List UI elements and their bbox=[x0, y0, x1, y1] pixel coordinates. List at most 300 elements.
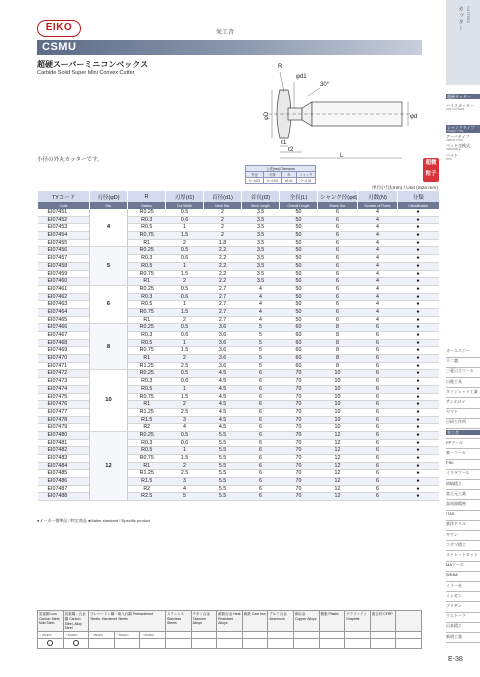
product-title-jp: 超硬スーパーミニコンベックス bbox=[37, 60, 149, 69]
drawing-label-d1: φd1 bbox=[296, 74, 307, 80]
neck-dia-cell: 2.7 bbox=[204, 285, 242, 293]
neck-length-cell: 6 bbox=[242, 424, 280, 432]
sidebar-maker-item[interactable]: ITAS bbox=[446, 511, 455, 517]
class-cell: ● bbox=[398, 416, 439, 424]
overall-length-cell: 70 bbox=[280, 424, 318, 432]
neck-length-cell: 3.5 bbox=[242, 224, 280, 232]
flutes-cell: 4 bbox=[358, 255, 398, 263]
radius-cell: R1.25 bbox=[128, 362, 166, 370]
neck-dia-cell: 3.6 bbox=[204, 332, 242, 340]
flutes-cell: 6 bbox=[358, 431, 398, 439]
col-subheader: Shank Dia. bbox=[318, 202, 358, 209]
shank-dia-cell: 10 bbox=[318, 378, 358, 386]
cut-width-cell: 3 bbox=[166, 416, 204, 424]
flutes-cell: 4 bbox=[358, 316, 398, 324]
neck-length-cell: 6 bbox=[242, 478, 280, 486]
code-cell: EI07483 bbox=[38, 455, 90, 463]
shank-dia-cell: 12 bbox=[318, 431, 358, 439]
class-cell: ● bbox=[398, 455, 439, 463]
code-cell: EI07486 bbox=[38, 478, 90, 486]
dia-group-cell: 4 bbox=[90, 209, 128, 247]
radius-cell: R0.5 bbox=[128, 224, 166, 232]
suitability-cell bbox=[38, 639, 64, 649]
sidebar-maker-item[interactable]: ストレートカット bbox=[446, 552, 478, 557]
col-subheader: Radius bbox=[128, 202, 166, 209]
flutes-cell: 4 bbox=[358, 262, 398, 270]
overall-length-cell: 70 bbox=[280, 416, 318, 424]
neck-dia-cell: 5.5 bbox=[204, 455, 242, 463]
cut-width-cell: 2 bbox=[166, 462, 204, 470]
code-cell: EI07481 bbox=[38, 439, 90, 447]
col-header-cut-width: 刃厚(ℓ1) bbox=[166, 191, 204, 202]
overall-length-cell: 70 bbox=[280, 378, 318, 386]
radius-cell: R0.75 bbox=[128, 232, 166, 240]
sidebar-maker-item[interactable]: 三菱日立ツール bbox=[446, 368, 474, 374]
overall-length-cell: 70 bbox=[280, 401, 318, 409]
shank-dia-cell: 6 bbox=[318, 316, 358, 324]
radius-cell: R2 bbox=[128, 485, 166, 493]
flutes-cell: 6 bbox=[358, 478, 398, 486]
cut-width-cell: 1.5 bbox=[166, 347, 204, 355]
material-header: 銅合金 Copper Alloys bbox=[293, 611, 319, 632]
category-tab-en: CUTTERS bbox=[466, 6, 470, 23]
sidebar-category-item[interactable] bbox=[446, 103, 480, 111]
product-description: 小径の外丸カッターです。 bbox=[37, 157, 103, 163]
neck-length-cell: 3.5 bbox=[242, 239, 280, 247]
neck-dia-cell: 4.5 bbox=[204, 393, 242, 401]
flutes-cell: 6 bbox=[358, 332, 398, 340]
class-cell: ● bbox=[398, 393, 439, 401]
flutes-cell: 4 bbox=[358, 308, 398, 316]
sidebar-maker-item[interactable]: 日研工作所 bbox=[446, 419, 466, 425]
suitability-cell bbox=[396, 639, 422, 649]
radius-cell: R1.5 bbox=[128, 478, 166, 486]
category-tab[interactable] bbox=[446, 0, 480, 85]
flutes-cell: 6 bbox=[358, 493, 398, 501]
sidebar-maker-item[interactable]: WEBA bbox=[446, 572, 458, 578]
neck-length-cell: 6 bbox=[242, 431, 280, 439]
sidebar-maker-item[interactable]: ヤマト bbox=[446, 409, 458, 415]
drawing-label-l2: ℓ2 bbox=[288, 147, 294, 153]
sidebar-maker-item[interactable]: 山本精工 bbox=[446, 623, 462, 629]
cut-width-cell: 0.5 bbox=[166, 209, 204, 216]
class-cell: ● bbox=[398, 209, 439, 216]
neck-dia-cell: 2.7 bbox=[204, 301, 242, 309]
overall-length-cell: 60 bbox=[280, 355, 318, 363]
radius-cell: R0.5 bbox=[128, 385, 166, 393]
radius-cell: R0.25 bbox=[128, 285, 166, 293]
code-cell: EI07474 bbox=[38, 385, 90, 393]
flutes-cell: 6 bbox=[358, 393, 398, 401]
cut-width-cell: 1 bbox=[166, 339, 204, 347]
class-cell: ● bbox=[398, 316, 439, 324]
cut-width-cell: 1 bbox=[166, 301, 204, 309]
code-cell: EI07480 bbox=[38, 431, 90, 439]
hardness-cell bbox=[345, 632, 371, 639]
neck-dia-cell: 4.5 bbox=[204, 424, 242, 432]
neck-length-cell: 6 bbox=[242, 408, 280, 416]
col-header-neck-length: 首長(ℓ2) bbox=[242, 191, 280, 202]
table-row bbox=[38, 324, 439, 332]
code-cell: EI07469 bbox=[38, 347, 90, 355]
neck-length-cell: 3.5 bbox=[242, 232, 280, 240]
suitability-cell bbox=[165, 639, 191, 649]
suitability-cell bbox=[242, 639, 268, 649]
hardness-cell bbox=[165, 632, 191, 639]
code-cell: EI07459 bbox=[38, 270, 90, 278]
class-cell: ● bbox=[398, 370, 439, 378]
tolerance-title: 公差(mm)/Tolerance bbox=[246, 166, 316, 172]
ultra-fine-grain-badge: 超微粒子 bbox=[423, 158, 439, 182]
product-code-title: CSMU bbox=[37, 40, 422, 55]
neck-length-cell: 4 bbox=[242, 285, 280, 293]
overall-length-cell: 50 bbox=[280, 278, 318, 286]
cut-width-cell: 0.6 bbox=[166, 255, 204, 263]
flutes-cell: 4 bbox=[358, 216, 398, 224]
cut-width-cell: 0.5 bbox=[166, 324, 204, 332]
overall-length-cell: 50 bbox=[280, 293, 318, 301]
cut-width-cell: 2 bbox=[166, 401, 204, 409]
flutes-cell: 4 bbox=[358, 209, 398, 216]
neck-dia-cell: 5.5 bbox=[204, 470, 242, 478]
sidebar-category-sub: HSS CUTTERS bbox=[446, 108, 465, 111]
spec-table bbox=[37, 191, 439, 501]
overall-length-cell: 60 bbox=[280, 332, 318, 340]
neck-dia-cell: 2.2 bbox=[204, 247, 242, 255]
flutes-cell: 4 bbox=[358, 247, 398, 255]
hardness-cell bbox=[268, 632, 294, 639]
overall-length-cell: 50 bbox=[280, 209, 318, 216]
neck-length-cell: 5 bbox=[242, 332, 280, 340]
neck-dia-cell: 5.5 bbox=[204, 439, 242, 447]
cut-width-cell: 1.5 bbox=[166, 270, 204, 278]
col-header-flutes: 刃数(N) bbox=[358, 191, 398, 202]
shank-dia-cell: 6 bbox=[318, 270, 358, 278]
neck-dia-cell: 3.6 bbox=[204, 339, 242, 347]
flutes-cell: 6 bbox=[358, 370, 398, 378]
class-cell: ● bbox=[398, 332, 439, 340]
flutes-cell: 6 bbox=[358, 324, 398, 332]
flutes-cell: 6 bbox=[358, 416, 398, 424]
radius-cell: R1 bbox=[128, 462, 166, 470]
cut-width-cell: 2.5 bbox=[166, 408, 204, 416]
shank-dia-cell: 6 bbox=[318, 209, 358, 216]
cut-width-cell: 0.5 bbox=[166, 285, 204, 293]
code-cell: EI07471 bbox=[38, 362, 90, 370]
cut-width-cell: 0.6 bbox=[166, 378, 204, 386]
shank-dia-cell: 12 bbox=[318, 439, 358, 447]
dia-group-cell: 5 bbox=[90, 247, 128, 285]
material-header: 炭素鋼・合金鋼 Carbon Steel, Alloy Steel bbox=[63, 611, 89, 632]
flutes-cell: 4 bbox=[358, 239, 398, 247]
cut-width-cell: 0.6 bbox=[166, 293, 204, 301]
sidebar-maker-item[interactable]: FPツール bbox=[446, 439, 464, 445]
shank-dia-cell: 10 bbox=[318, 424, 358, 432]
material-header bbox=[396, 611, 422, 632]
class-cell: ● bbox=[398, 493, 439, 501]
radius-cell: R0.25 bbox=[128, 370, 166, 378]
class-cell: ● bbox=[398, 347, 439, 355]
dia-group-cell: 6 bbox=[90, 285, 128, 323]
neck-dia-cell: 5.5 bbox=[204, 447, 242, 455]
overall-length-cell: 70 bbox=[280, 455, 318, 463]
col-header-class: 分類 bbox=[398, 191, 439, 202]
code-cell: EI07467 bbox=[38, 332, 90, 340]
shank-dia-cell: 10 bbox=[318, 401, 358, 409]
cut-width-cell: 1 bbox=[166, 262, 204, 270]
hardness-cell: 〜55HRC bbox=[114, 632, 140, 639]
code-cell: EI07457 bbox=[38, 255, 90, 263]
col-subheader: Classification bbox=[398, 202, 439, 209]
sidebar-category-item[interactable] bbox=[446, 143, 480, 151]
overall-length-cell: 50 bbox=[280, 316, 318, 324]
neck-dia-cell: 2.7 bbox=[204, 316, 242, 324]
material-header: 樹脂 Plastic bbox=[319, 611, 345, 632]
overall-length-cell: 70 bbox=[280, 431, 318, 439]
sidebar-maker-item[interactable]: 東洋ドリル bbox=[446, 521, 466, 527]
code-cell: EI07468 bbox=[38, 339, 90, 347]
hardness-cell bbox=[293, 632, 319, 639]
sidebar-category-sub: INDEXABLE bbox=[446, 148, 461, 151]
suitability-cell bbox=[140, 639, 166, 649]
overall-length-cell: 70 bbox=[280, 485, 318, 493]
sidebar-maker-item[interactable]: オーエスジー bbox=[446, 348, 470, 353]
sidebar-category-item[interactable] bbox=[446, 94, 480, 99]
sidebar-maker-item[interactable]: ギケン bbox=[446, 531, 458, 537]
radius-cell: R0.3 bbox=[128, 255, 166, 263]
neck-length-cell: 5 bbox=[242, 339, 280, 347]
suitable-circle-icon bbox=[73, 640, 79, 646]
cut-width-cell: 1 bbox=[166, 385, 204, 393]
class-cell: ● bbox=[398, 216, 439, 224]
material-header: プレハードン鋼・焼入れ鋼 Prehardened Steels, Hardened Steels bbox=[89, 611, 166, 632]
sidebar-maker-item[interactable]: FSK bbox=[446, 460, 454, 466]
flutes-cell: 6 bbox=[358, 447, 398, 455]
shank-dia-cell: 12 bbox=[318, 478, 358, 486]
neck-length-cell: 6 bbox=[242, 493, 280, 501]
neck-length-cell: 3.5 bbox=[242, 209, 280, 216]
neck-length-cell: 4 bbox=[242, 293, 280, 301]
shank-dia-cell: 12 bbox=[318, 470, 358, 478]
sidebar-category-sub: BITS bbox=[446, 158, 452, 161]
neck-dia-cell: 4.5 bbox=[204, 416, 242, 424]
cut-width-cell: 0.6 bbox=[166, 439, 204, 447]
neck-length-cell: 5 bbox=[242, 324, 280, 332]
neck-dia-cell: 4.5 bbox=[204, 408, 242, 416]
radius-cell: R0.75 bbox=[128, 393, 166, 401]
shank-dia-cell: 6 bbox=[318, 232, 358, 240]
neck-dia-cell: 3.6 bbox=[204, 324, 242, 332]
overall-length-cell: 70 bbox=[280, 462, 318, 470]
shank-dia-cell: 8 bbox=[318, 355, 358, 363]
class-cell: ● bbox=[398, 470, 439, 478]
cut-width-cell: 3 bbox=[166, 478, 204, 486]
code-cell: EI07456 bbox=[38, 247, 90, 255]
flutes-cell: 6 bbox=[358, 408, 398, 416]
shank-dia-cell: 12 bbox=[318, 493, 358, 501]
tolerance-header: シャンク bbox=[296, 172, 316, 178]
cut-width-cell: 4 bbox=[166, 424, 204, 432]
code-cell: EI07453 bbox=[38, 224, 90, 232]
flutes-cell: 4 bbox=[358, 293, 398, 301]
radius-cell: R0.5 bbox=[128, 447, 166, 455]
tolerance-value: ±0.01 bbox=[281, 178, 296, 184]
flutes-cell: 6 bbox=[358, 378, 398, 386]
page-number: E-38 bbox=[448, 656, 463, 663]
sidebar-maker-item[interactable]: 岡崎精工 bbox=[446, 480, 462, 486]
radius-cell: R1 bbox=[128, 278, 166, 286]
suitability-cell bbox=[319, 639, 345, 649]
shank-dia-cell: 10 bbox=[318, 385, 358, 393]
category-tab-jp: カッター bbox=[457, 6, 463, 32]
class-cell: ● bbox=[398, 308, 439, 316]
tolerance-header: 刃厚 bbox=[263, 172, 281, 178]
suitability-cell bbox=[268, 639, 294, 649]
table-row bbox=[38, 431, 439, 439]
tolerance-header: 外径 bbox=[246, 172, 264, 178]
shank-dia-cell: 6 bbox=[318, 301, 358, 309]
code-cell: EI07454 bbox=[38, 232, 90, 240]
sidebar-maker-item[interactable]: 新明工業 bbox=[446, 633, 462, 639]
sidebar-category-item[interactable] bbox=[446, 125, 480, 133]
code-cell: EI07455 bbox=[38, 239, 90, 247]
neck-length-cell: 6 bbox=[242, 385, 280, 393]
sidebar-maker-item[interactable]: ダイジェット工業 bbox=[446, 388, 478, 394]
class-cell: ● bbox=[398, 224, 439, 232]
radius-cell: R0.3 bbox=[128, 378, 166, 386]
sidebar-maker-item[interactable]: ウエトーク bbox=[446, 613, 466, 619]
col-header-radius: R bbox=[128, 191, 166, 202]
class-cell: ● bbox=[398, 462, 439, 470]
shank-dia-cell: 6 bbox=[318, 216, 358, 224]
neck-dia-cell: 5.5 bbox=[204, 493, 242, 501]
overall-length-cell: 60 bbox=[280, 362, 318, 370]
drawing-label-r: R bbox=[278, 64, 283, 70]
code-cell: EI07452 bbox=[38, 216, 90, 224]
cut-width-cell: 2 bbox=[166, 278, 204, 286]
sidebar-maker-item[interactable]: MAツール bbox=[446, 562, 464, 568]
cut-width-cell: 1 bbox=[166, 447, 204, 455]
radius-cell: R1.25 bbox=[128, 470, 166, 478]
spec-header-row bbox=[38, 191, 439, 202]
tolerance-value: 0~-0.03 bbox=[246, 178, 264, 184]
flutes-cell: 6 bbox=[358, 455, 398, 463]
sidebar-maker-item[interactable]: 東一ツール bbox=[446, 450, 466, 455]
neck-dia-cell: 4.5 bbox=[204, 378, 242, 386]
tolerance-value: 0~-0.01 bbox=[296, 178, 316, 184]
code-cell: EI07472 bbox=[38, 370, 90, 378]
code-cell: EI07479 bbox=[38, 424, 90, 432]
neck-dia-cell: 2.7 bbox=[204, 293, 242, 301]
class-cell: ● bbox=[398, 262, 439, 270]
sidebar-maker-item[interactable]: ミシガン bbox=[446, 592, 462, 598]
neck-dia-cell: 3.6 bbox=[204, 355, 242, 363]
overall-length-cell: 50 bbox=[280, 262, 318, 270]
sidebar-maker-item[interactable]: コダマ精工 bbox=[446, 541, 466, 547]
legend-note: ●メーカー標準品 □特定商品 ●Maker standard □Specific product bbox=[37, 518, 151, 523]
material-hardness-row bbox=[38, 632, 422, 639]
sidebar-maker-item[interactable]: サンホロイ bbox=[446, 399, 466, 404]
neck-length-cell: 5 bbox=[242, 355, 280, 363]
overall-length-cell: 70 bbox=[280, 493, 318, 501]
code-cell: EI07473 bbox=[38, 378, 90, 386]
radius-cell: R0.3 bbox=[128, 293, 166, 301]
sidebar-maker-item[interactable]: 不二越 bbox=[446, 358, 458, 364]
radius-cell: R0.75 bbox=[128, 347, 166, 355]
sidebar-category-label: バイト bbox=[446, 153, 458, 158]
col-subheader: Code bbox=[38, 202, 90, 209]
class-cell: ● bbox=[398, 232, 439, 240]
class-cell: ● bbox=[398, 439, 439, 447]
brand-logo: EIKO bbox=[37, 20, 81, 37]
sidebar-category-item[interactable] bbox=[446, 134, 480, 142]
neck-length-cell: 5 bbox=[242, 362, 280, 370]
sidebar-maker-item[interactable]: 日進工具 bbox=[446, 378, 462, 384]
sidebar-maker-item[interactable]: 富士元工業 bbox=[446, 490, 466, 496]
class-cell: ● bbox=[398, 301, 439, 309]
material-mark-row bbox=[38, 639, 422, 649]
spec-subheader-row bbox=[38, 202, 439, 209]
class-cell: ● bbox=[398, 339, 439, 347]
overall-length-cell: 50 bbox=[280, 224, 318, 232]
sidebar-maker-item[interactable]: ブリヂン bbox=[446, 603, 462, 608]
shank-dia-cell: 6 bbox=[318, 255, 358, 263]
sidebar-maker-item[interactable]: ミラー社 bbox=[446, 582, 462, 588]
neck-length-cell: 6 bbox=[242, 447, 280, 455]
radius-cell: R0.3 bbox=[128, 332, 166, 340]
overall-length-cell: 70 bbox=[280, 447, 318, 455]
neck-dia-cell: 2.2 bbox=[204, 270, 242, 278]
code-cell: EI07470 bbox=[38, 355, 90, 363]
flutes-cell: 4 bbox=[358, 301, 398, 309]
sidebar-category-item[interactable] bbox=[446, 153, 480, 161]
hardness-cell bbox=[396, 632, 422, 639]
neck-dia-cell: 1.8 bbox=[204, 239, 242, 247]
neck-dia-cell: 5.5 bbox=[204, 462, 242, 470]
sidebar-category-label: アーバタイプ bbox=[446, 134, 470, 139]
shank-dia-cell: 8 bbox=[318, 347, 358, 355]
tool-drawing bbox=[260, 52, 420, 162]
overall-length-cell: 70 bbox=[280, 478, 318, 486]
table-row bbox=[38, 370, 439, 378]
radius-cell: R0.25 bbox=[128, 431, 166, 439]
cut-width-cell: 0.6 bbox=[166, 332, 204, 340]
class-cell: ● bbox=[398, 447, 439, 455]
col-header-neck-dia: 首径(d1) bbox=[204, 191, 242, 202]
shank-dia-cell: 12 bbox=[318, 455, 358, 463]
class-cell: ● bbox=[398, 485, 439, 493]
sidebar-maker-item[interactable]: イワタツール bbox=[446, 470, 470, 476]
material-header: グラファイト Graphite bbox=[345, 611, 371, 632]
code-cell: EI07462 bbox=[38, 293, 90, 301]
sidebar-maker-item[interactable]: 高周波精密 bbox=[446, 501, 466, 506]
suitability-cell bbox=[114, 639, 140, 649]
sidebar-maker-item[interactable]: 栄工舎 bbox=[446, 430, 480, 435]
radius-cell: R1 bbox=[128, 316, 166, 324]
class-cell: ● bbox=[398, 378, 439, 386]
suitability-cell bbox=[191, 639, 217, 649]
overall-length-cell: 50 bbox=[280, 308, 318, 316]
hardness-cell bbox=[242, 632, 268, 639]
shank-dia-cell: 6 bbox=[318, 308, 358, 316]
neck-dia-cell: 2 bbox=[204, 209, 242, 216]
col-subheader: Overall Length bbox=[280, 202, 318, 209]
shank-dia-cell: 8 bbox=[318, 332, 358, 340]
radius-cell: R0.5 bbox=[128, 339, 166, 347]
shank-dia-cell: 12 bbox=[318, 447, 358, 455]
manufacturer-label: 栄工舎 bbox=[216, 30, 235, 36]
overall-length-cell: 50 bbox=[280, 239, 318, 247]
